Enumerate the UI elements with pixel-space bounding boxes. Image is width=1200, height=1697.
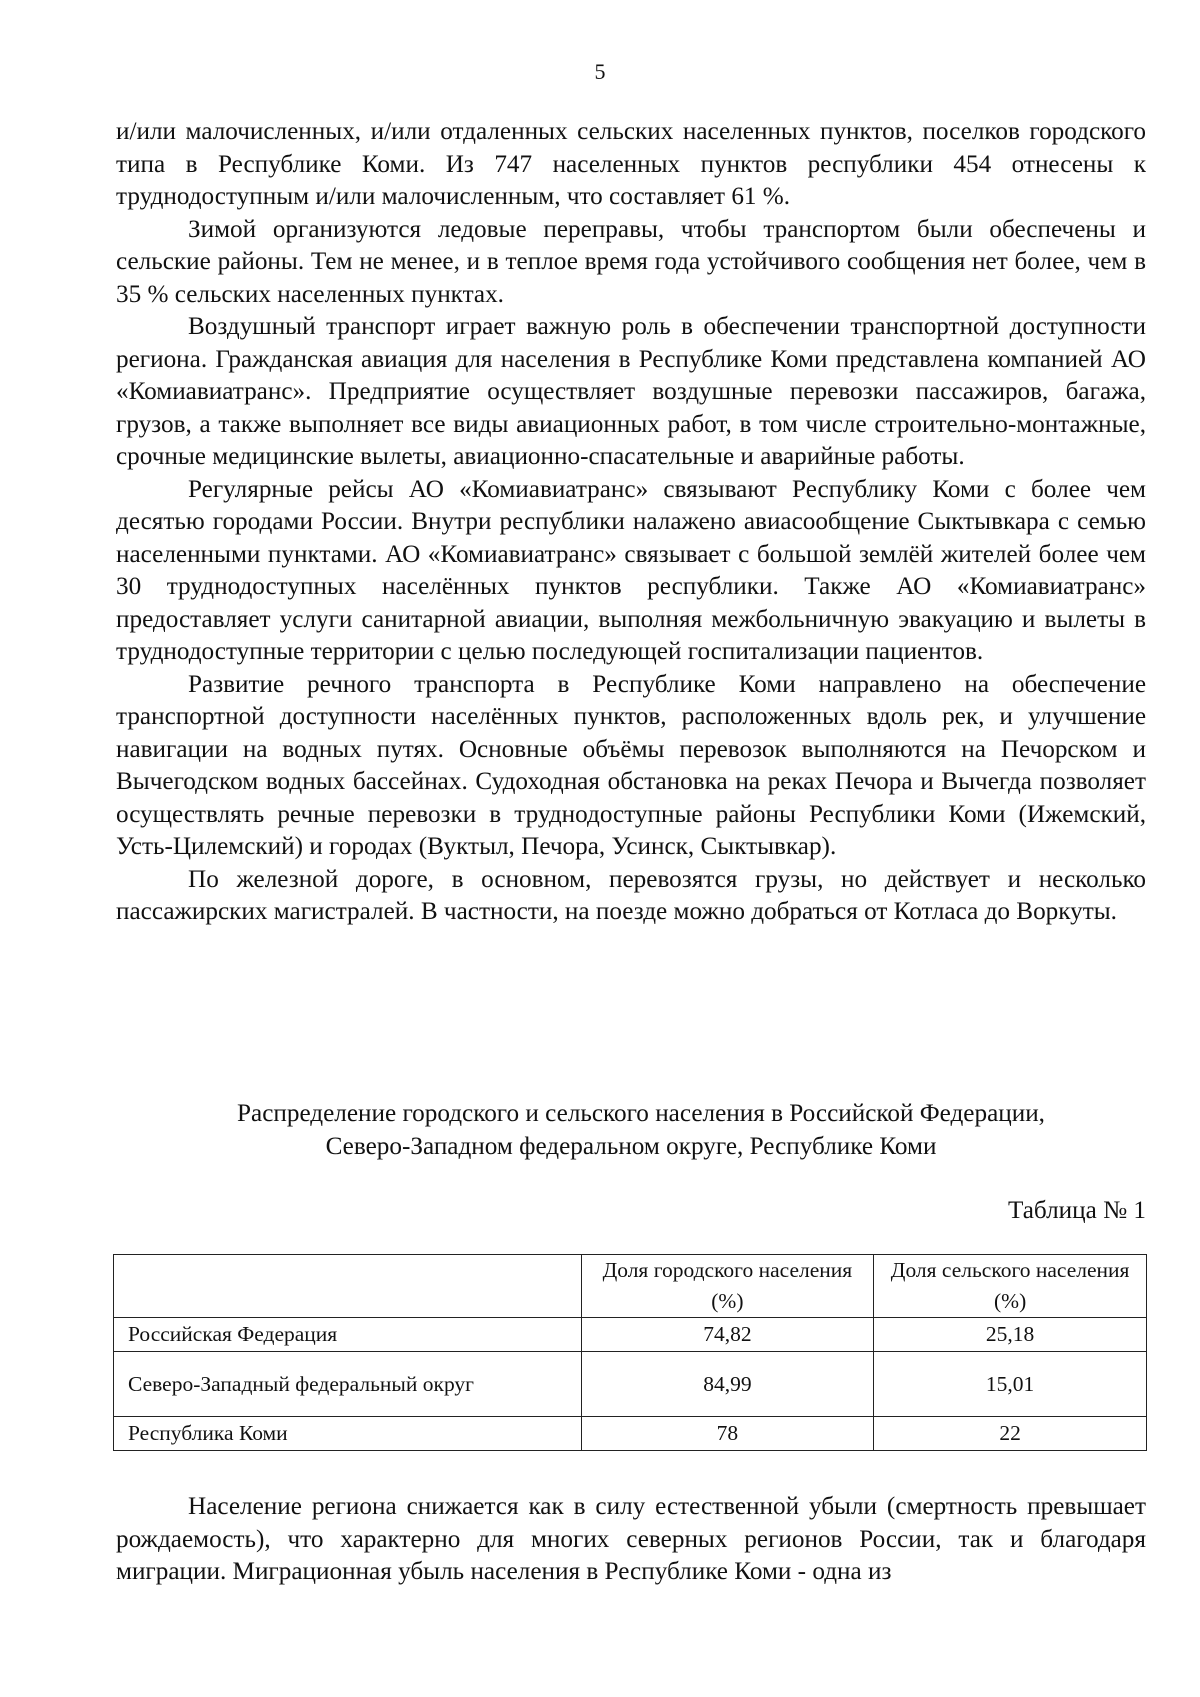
table-row — [114, 1352, 1147, 1417]
table-label: Таблица № 1 — [1007, 1197, 1146, 1224]
table-cell-rural: 22 — [874, 1417, 1147, 1451]
table-header-urban: Доля городского населения (%) — [581, 1255, 874, 1318]
table-header-empty — [114, 1255, 582, 1318]
paragraph-4: Регулярные рейсы АО «Комиавиатранс» связывают Республику Коми с более чем десятью городами России. Внутри республики налажено авиасообщение Сыктывкара с семью населенными пунктами. АО «Комиавиатранс» связывает с большой землёй жителей более чем 30 труднодоступных населённых пунктов республики. Также АО «Комиавиатранс» предоставляет услуги санитарной авиации, выполняя межбольничную эвакуацию и вылеты в труднодоступные территории с целью последующей госпитализации пациентов. — [116, 475, 1146, 665]
table-cell-region: Северо-Западный федеральный округ — [114, 1352, 582, 1417]
table-cell-rural: 25,18 — [874, 1318, 1147, 1352]
table-caption — [116, 1097, 1146, 1163]
table-caption-line-1: Распределение городского и сельского населения в Российской Федерации, — [237, 1100, 1045, 1127]
table-row — [114, 1417, 1147, 1451]
table-cell-urban: 74,82 — [581, 1318, 874, 1352]
page-number: 5 — [594, 59, 606, 84]
table-header-row — [114, 1255, 1147, 1318]
table-caption-line-2: Северо-Западном федеральном округе, Республике Коми — [325, 1133, 937, 1160]
table-header-rural: Доля сельского населения (%) — [874, 1255, 1147, 1318]
body-text-after-table — [116, 1491, 1146, 1589]
paragraph-3: Воздушный транспорт играет важную роль в обеспечении транспортной доступности региона. Гражданская авиация для населения в Республике Коми представлена компанией АО «Комиавиатранс». Предприятие осуществляет воздушные перевозки пассажиров, багажа, грузов, а также выполняет все виды авиационных работ, в том числе строительно-монтажные, срочные медицинские вылеты, авиационно-спасательные и аварийные работы. — [116, 313, 1146, 470]
paragraph-6: По железной дороге, в основном, перевозятся грузы, но действует и несколько пассажирских магистралей. В частности, на поезде можно добраться от Котласа до Воркуты. — [116, 865, 1146, 925]
paragraph-1: и/или малочисленных, и/или отдаленных сельских населенных пунктов, поселков городского типа в Республике Коми. Из 747 населенных пунктов республики 454 отнесены к труднодоступным и/или малочисленным, что составляет 61 %. — [116, 118, 1146, 210]
population-table — [113, 1254, 1147, 1451]
table-cell-rural: 15,01 — [874, 1352, 1147, 1417]
table-cell-region: Российская Федерация — [114, 1318, 582, 1352]
body-text — [116, 116, 1146, 929]
paragraph-5: Развитие речного транспорта в Республике Коми направлено на обеспечение транспортной доступности населённых пунктов, расположенных вдоль рек, и улучшение навигации на водных путях. Основные объёмы перевозок выполняются на Печорском и Вычегодском водных бассейнах. Судоходная обстановка на реках Печора и Вычегда позволяет осуществлять речные перевозки в труднодоступные районы Республики Коми (Ижемский, Усть-Цилемский) и городах (Вуктыл, Печора, Усинск, Сыктывкар). — [116, 670, 1146, 860]
table-cell-urban: 84,99 — [581, 1352, 874, 1417]
closing-paragraph: Население региона снижается как в силу естественной убыли (смертность превышает рождаемость), что характерно для многих северных регионов России, так и благодаря миграции. Миграционная убыль населения в Республике Коми - одна из — [116, 1493, 1146, 1585]
table-row — [114, 1318, 1147, 1352]
table-cell-region: Республика Коми — [114, 1417, 582, 1451]
table-cell-urban: 78 — [581, 1417, 874, 1451]
paragraph-2: Зимой организуются ледовые переправы, чтобы транспортом были обеспечены и сельские районы. Тем не менее, и в теплое время года устойчивого сообщения нет более, чем в 35 % сельских населенных пунктах. — [116, 215, 1146, 308]
